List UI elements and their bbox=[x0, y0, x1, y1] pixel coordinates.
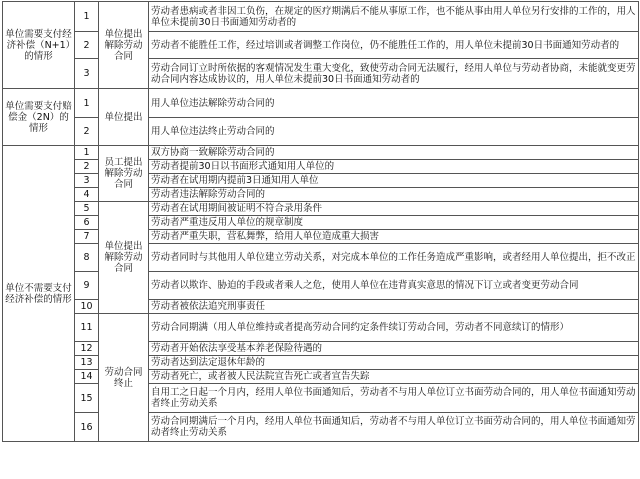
table-row bbox=[3, 202, 639, 216]
item-number: 1 bbox=[75, 2, 99, 32]
table-row bbox=[3, 370, 639, 384]
item-text: 劳动者提前30日以书面形式通知用人单位的 bbox=[149, 160, 639, 174]
table-row bbox=[3, 384, 639, 413]
document-page bbox=[2, 1, 638, 476]
item-text: 劳动者达到法定退休年龄的 bbox=[149, 356, 639, 370]
item-text: 自用工之日起一个月内，经用人单位书面通知后，劳动者不与用人单位订立书面劳动合同的，用人单位书面通知劳动者终止劳动关系 bbox=[149, 384, 639, 413]
item-number: 15 bbox=[75, 384, 99, 413]
table-row bbox=[3, 89, 639, 118]
item-text: 劳动者不能胜任工作，经过培训或者调整工作岗位，仍不能胜任工作的，用人单位未提前30日书面通知劳动者的 bbox=[149, 32, 639, 59]
item-text: 劳动者被依法追究刑事责任 bbox=[149, 300, 639, 314]
table-body bbox=[3, 2, 639, 442]
table-row bbox=[3, 272, 639, 300]
item-number: 1 bbox=[75, 146, 99, 160]
item-text: 用人单位违法终止劳动合同的 bbox=[149, 118, 639, 146]
table-row bbox=[3, 413, 639, 442]
item-text: 劳动者在试用期内提前3日通知用人单位 bbox=[149, 174, 639, 188]
table-row bbox=[3, 32, 639, 59]
item-text: 用人单位违法解除劳动合同的 bbox=[149, 89, 639, 118]
table-row bbox=[3, 216, 639, 230]
table-row bbox=[3, 160, 639, 174]
table-row bbox=[3, 59, 639, 89]
table-row bbox=[3, 244, 639, 272]
item-text: 劳动者患病或者非因工负伤，在规定的医疗期满后不能从事原工作，也不能从事由用人单位另行安排的工作的，用人单位未提前30日书面通知劳动者的 bbox=[149, 2, 639, 32]
item-text: 劳动合同订立时所依据的客观情况发生重大变化，致使劳动合同无法履行，经用人单位与劳动者协商，未能就变更劳动合同内容达成协议的，用人单位未提前30日书面通知劳动者的 bbox=[149, 59, 639, 89]
item-text: 劳动者严重违反用人单位的规章制度 bbox=[149, 216, 639, 230]
category-cell: 单位不需要支付经济补偿的情形 bbox=[3, 146, 75, 442]
item-number: 3 bbox=[75, 59, 99, 89]
table-row bbox=[3, 2, 639, 32]
group-cell: 劳动合同终止 bbox=[99, 314, 149, 442]
category-cell: 单位需要支付经济补偿（N+1）的情形 bbox=[3, 2, 75, 89]
group-cell: 单位提出 bbox=[99, 89, 149, 146]
table-row bbox=[3, 356, 639, 370]
item-text: 劳动合同期满后一个月内，经用人单位书面通知后，劳动者不与用人单位订立书面劳动合同的，用人单位书面通知劳动者终止劳动关系 bbox=[149, 413, 639, 442]
item-text: 双方协商一致解除劳动合同的 bbox=[149, 146, 639, 160]
item-number: 2 bbox=[75, 160, 99, 174]
group-cell: 单位提出解除劳动合同 bbox=[99, 2, 149, 89]
item-text: 劳动者同时与其他用人单位建立劳动关系，对完成本单位的工作任务造成严重影响，或者经用人单位提出，拒不改正 bbox=[149, 244, 639, 272]
category-cell: 单位需要支付赔偿金（2N）的情形 bbox=[3, 89, 75, 146]
table-row bbox=[3, 342, 639, 356]
item-number: 13 bbox=[75, 356, 99, 370]
item-number: 4 bbox=[75, 188, 99, 202]
item-number: 10 bbox=[75, 300, 99, 314]
item-number: 3 bbox=[75, 174, 99, 188]
item-number: 8 bbox=[75, 244, 99, 272]
item-number: 14 bbox=[75, 370, 99, 384]
table-row bbox=[3, 188, 639, 202]
table-row bbox=[3, 230, 639, 244]
group-cell: 员工提出解除劳动合同 bbox=[99, 146, 149, 202]
item-text: 劳动者以欺诈、胁迫的手段或者乘人之危，使用人单位在违背真实意思的情况下订立或者变更劳动合同 bbox=[149, 272, 639, 300]
item-number: 2 bbox=[75, 32, 99, 59]
item-number: 9 bbox=[75, 272, 99, 300]
item-number: 1 bbox=[75, 89, 99, 118]
item-text: 劳动者在试用期间被证明不符合录用条件 bbox=[149, 202, 639, 216]
item-number: 12 bbox=[75, 342, 99, 356]
table-row bbox=[3, 174, 639, 188]
item-text: 劳动合同期满（用人单位维持或者提高劳动合同约定条件续订劳动合同，劳动者不同意续订的情形） bbox=[149, 314, 639, 342]
item-text: 劳动者开始依法享受基本养老保险待遇的 bbox=[149, 342, 639, 356]
item-text: 劳动者违法解除劳动合同的 bbox=[149, 188, 639, 202]
item-number: 7 bbox=[75, 230, 99, 244]
table-row bbox=[3, 146, 639, 160]
group-cell: 单位提出解除劳动合同 bbox=[99, 202, 149, 314]
table-row bbox=[3, 300, 639, 314]
item-number: 5 bbox=[75, 202, 99, 216]
severance-table bbox=[2, 1, 639, 442]
item-number: 16 bbox=[75, 413, 99, 442]
item-number: 11 bbox=[75, 314, 99, 342]
table-row bbox=[3, 118, 639, 146]
item-number: 6 bbox=[75, 216, 99, 230]
item-text: 劳动者严重失职，营私舞弊，给用人单位造成重大损害 bbox=[149, 230, 639, 244]
item-number: 2 bbox=[75, 118, 99, 146]
table-row bbox=[3, 314, 639, 342]
item-text: 劳动者死亡，或者被人民法院宣告死亡或者宣告失踪 bbox=[149, 370, 639, 384]
